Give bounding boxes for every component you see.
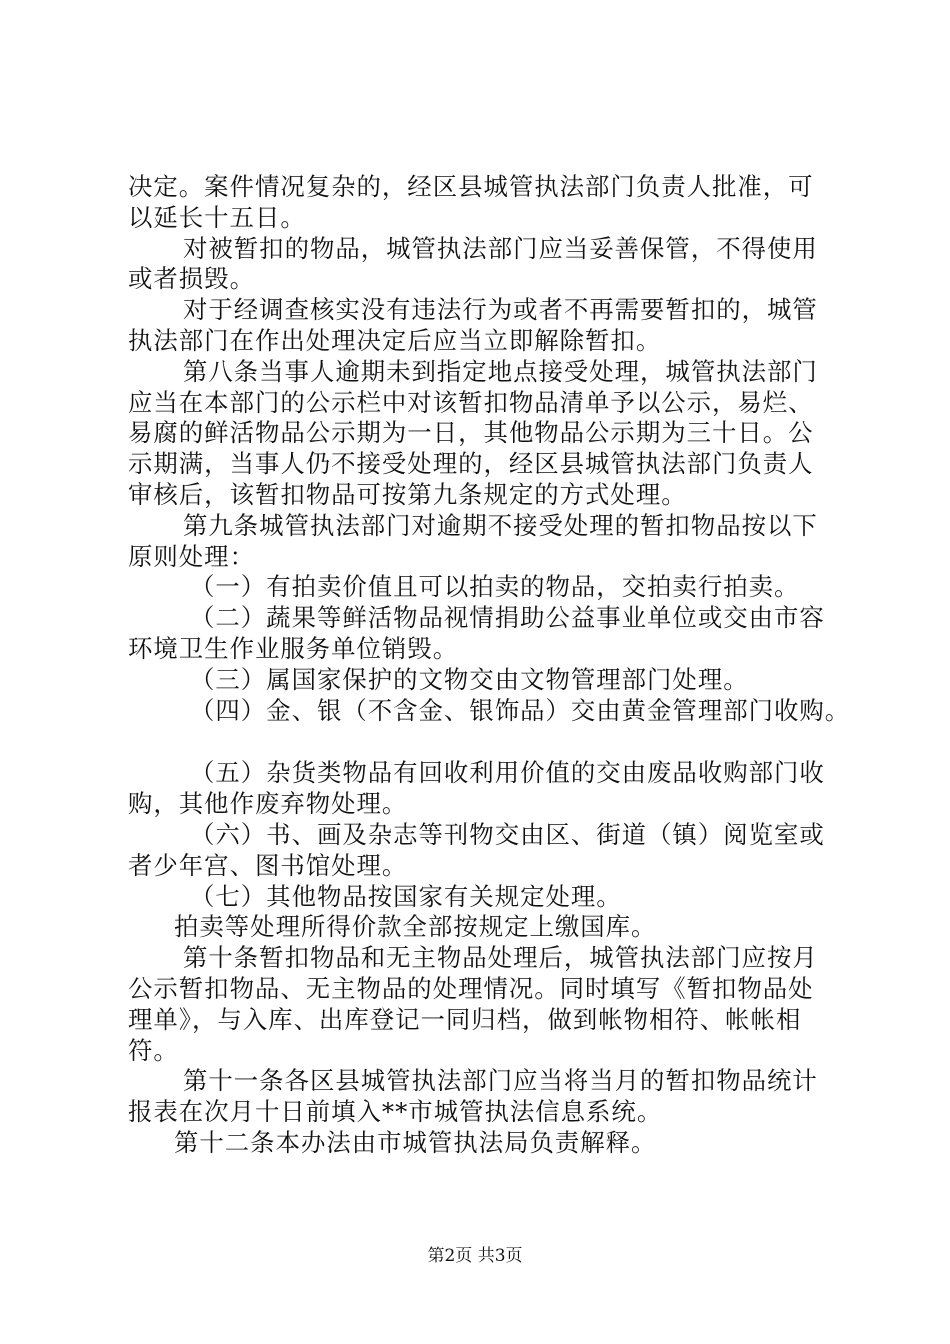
text-line: 对于经调查核实没有违法行为或者不再需要暂扣的，城管 [183, 295, 818, 325]
text-line: （四）金、银（不含金、银饰品）交由黄金管理部门收购。 [190, 695, 851, 725]
text-line: 决定。案件情况复杂的，经区县城管执法部门负责人批准，可 [128, 172, 814, 201]
text-line: （三）属国家保护的文物交由文物管理部门处理。 [190, 664, 749, 694]
text-line: （六）书、画及杂志等刊物交由区、街道（镇）阅览室或 [190, 819, 825, 849]
text-line: （五）杂货类物品有回收利用价值的交由废品收购部门收 [190, 758, 825, 788]
text-line: 者少年宫、图书馆处理。 [128, 850, 408, 880]
text-line: 拍卖等处理所得价款全部按规定上缴国库。 [174, 912, 657, 942]
text-line: 环境卫生作业服务单位销毁。 [128, 633, 459, 663]
text-line: 符。 [128, 1035, 179, 1065]
document-body [128, 172, 851, 1159]
text-line: 或者损毁。 [128, 264, 255, 294]
text-line: 公示暂扣物品、无主物品的处理情况。同时填写《暂扣物品处 [128, 973, 814, 1003]
text-line: 购，其他作废弃物处理。 [128, 789, 408, 819]
text-line: 以延长十五日。 [128, 202, 306, 232]
text-line: 示期满，当事人仍不接受处理的，经区县城管执法部门负责人 [128, 449, 814, 479]
text-line: 第十条暂扣物品和无主物品处理后，城管执法部门应按月 [183, 943, 818, 973]
text-line: （七）其他物品按国家有关规定处理。 [190, 881, 622, 911]
text-line: 第十二条本办法由市城管执法局负责解释。 [174, 1127, 657, 1157]
text-line: 易腐的鲜活物品公示期为一日，其他物品公示期为三十日。公 [128, 418, 814, 448]
paragraph-spacer [128, 726, 834, 758]
text-line: 第九条城管执法部门对逾期不接受处理的暂扣物品按以下 [183, 510, 818, 540]
text-line: 对被暂扣的物品，城管执法部门应当妥善保管，不得使用 [183, 233, 818, 263]
text-line: （二）蔬果等鲜活物品视情捐助公益事业单位或交由市容 [190, 603, 825, 633]
text-line: 第十一条各区县城管执法部门应当将当月的暂扣物品统计 [183, 1066, 818, 1096]
text-line: （一）有拍卖价值且可以拍卖的物品，交拍卖行拍卖。 [190, 572, 800, 602]
text-line: 审核后，该暂扣物品可按第九条规定的方式处理。 [128, 479, 687, 509]
text-line: 报表在次月十日前填入**市城管执法信息系统。 [128, 1097, 663, 1127]
page-number: 第2页 共3页 [427, 1246, 523, 1266]
text-line: 执法部门在作出处理决定后应当立即解除暂扣。 [128, 325, 662, 355]
text-line: 第八条当事人逾期未到指定地点接受处理，城管执法部门 [183, 356, 818, 386]
text-line: 应当在本部门的公示栏中对该暂扣物品清单予以公示，易烂、 [128, 387, 814, 417]
text-line: 原则处理： [128, 541, 255, 571]
text-line: 理单》，与入库、出库登记一同归档，做到帐物相符、帐帐相 [128, 1004, 802, 1034]
